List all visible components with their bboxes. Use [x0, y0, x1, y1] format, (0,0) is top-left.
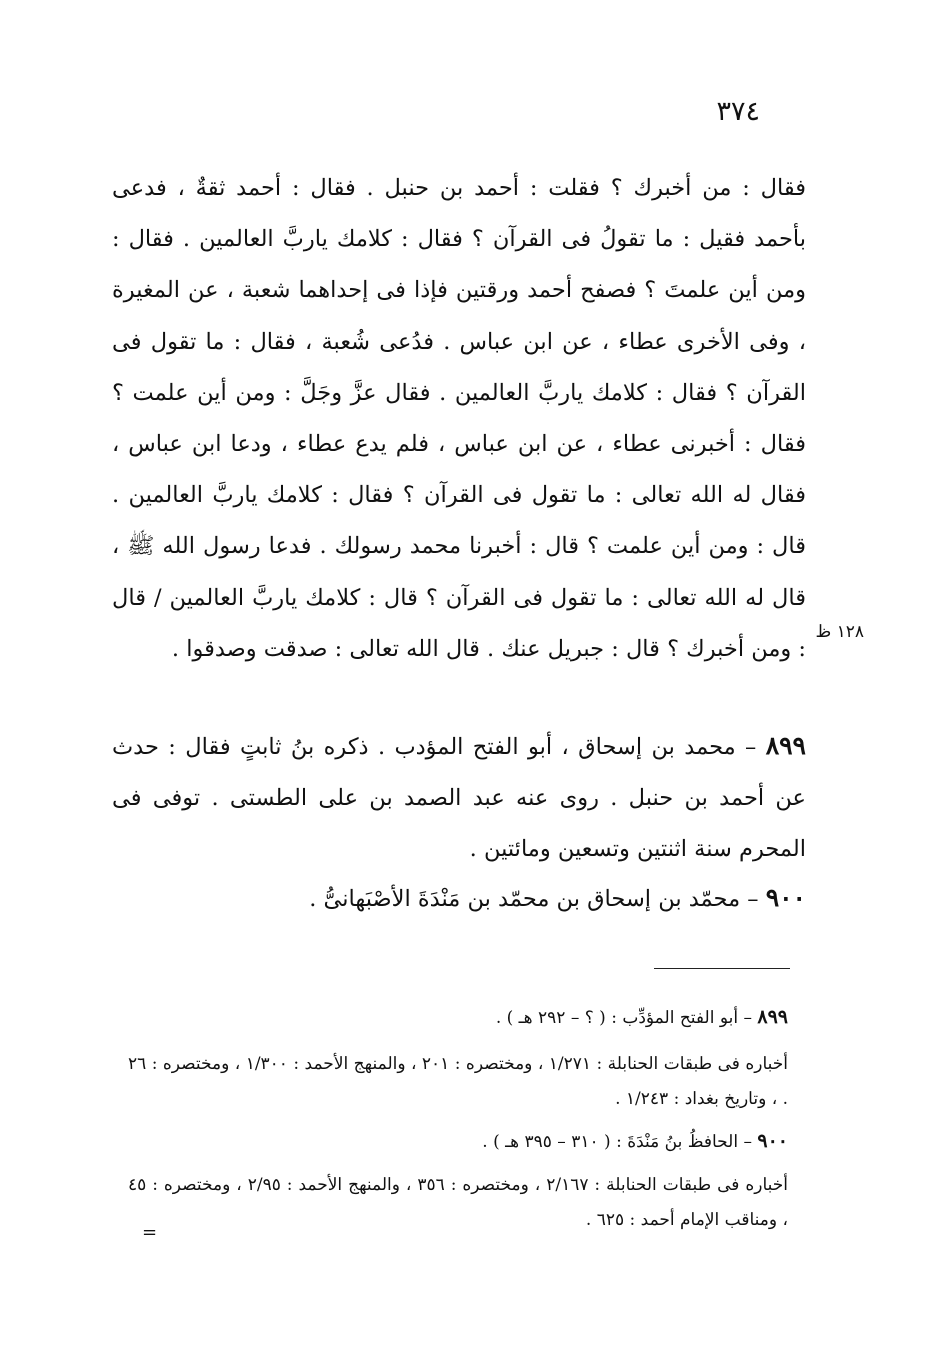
footnote-separator — [654, 968, 790, 969]
biography-entry-900 — [112, 872, 806, 925]
footnote-heading-text: – أبو الفتح المؤدِّب : ( ؟ – ٢٩٢ هـ ) . — [495, 1008, 752, 1028]
entry-text: – محمّد بن إسحاق بن محمّد بن مَنْدَةَ الأصْبَهانىُّ . — [309, 886, 759, 912]
footnote-heading-900 — [128, 1124, 788, 1160]
footnote-number: ٨٩٩ — [757, 1006, 788, 1028]
biography-entry-899 — [112, 720, 806, 875]
entry-number: ٩٠٠ — [765, 883, 806, 912]
entry-text: – محمد بن إسحاق ، أبو الفتح المؤدب . ذكره بنُ ثابتٍ فقال : حدث عن أحمد بن حنبل . روى عنه عبد الصمد بن على الطستى . توفى فى المحرم سنة اثنتين وتسعين ومائتين . — [112, 734, 806, 862]
footnote-body-899: أخباره فى طبقات الحنابلة : ١/٢٧١ ، ومختصره : ٢٠١ ، والمنهج الأحمد : ١/٣٠٠ ، ومختصره : ٢٦ . ، وتاريخ بغداد : ١/٢٤٣ . — [128, 1054, 788, 1109]
continuation-mark: = — [142, 1222, 158, 1243]
page-number: ٣٧٤ — [716, 96, 760, 127]
footnote-heading-899 — [128, 1000, 788, 1036]
footnote-number: ٩٠٠ — [757, 1130, 788, 1152]
main-paragraph: فقال : من أخبرك ؟ فقلت : أحمد بن حنبل . فقال : أحمد ثقةٌ ، فدعى بأحمد فقيل : ما تقولُ فى القرآن ؟ فقال : كلامك ياربَّ العالمين . فقال : ومن أين علمتَ ؟ فصفح أحمد ورقتين فإذا فى إحداهما شعبة ، عن المغيرة ، وفى الأخرى عطاء ، عن ابن عباس . فدُعى شُعبة ، فقال : ما تقول فى القرآن ؟ فقال : كلامك ياربَّ العالمين . فقال عزَّ وجَلَّ : ومن أين علمت ؟ فقال : أخبرنى عطاء ، عن ابن عباس ، فلم يدع عطاء ، ودعا ابن عباس ، فقال له الله تعالى : ما تقول فى القرآن ؟ فقال : كلامك ياربَّ العالمين . قال : ومن أين علمت ؟ قال : أخبرنا محمد رسولك . فدعا رسول الله ﷺ ، قال له الله تعالى : ما تقول فى القرآن ؟ قال : كلامك ياربَّ العالمين / قال : ومن أخبرك ؟ قال : جبريل عنك . قال الله تعالى : صدقت وصدقوا . — [112, 175, 806, 662]
footnote-heading-text: – الحافظُ بنُ مَنْدَةَ : ( ٣١٠ – ٣٩٥ هـ ) . — [482, 1132, 752, 1152]
footnote-body-900: أخباره فى طبقات الحنابلة : ٢/١٦٧ ، ومختصره : ٣٥٦ ، والمنهج الأحمد : ٢/٩٥ ، ومختصره : ٤٥ ، ومناقب الإمام أحمد : ٦٢٥ . — [128, 1175, 789, 1230]
margin-folio-reference: ١٢٨ ظ — [815, 622, 864, 642]
entry-number: ٨٩٩ — [765, 731, 806, 760]
